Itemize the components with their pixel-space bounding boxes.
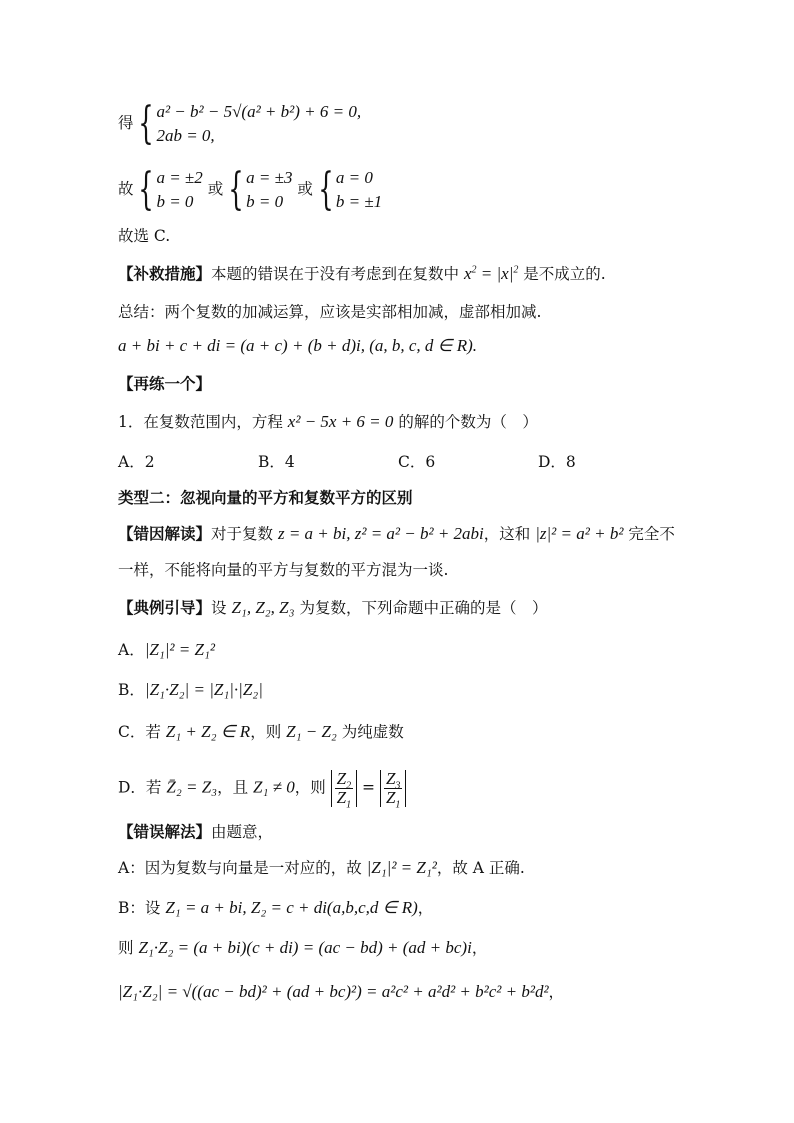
equation-system: [138, 100, 361, 148]
solution-3-a: a = 0: [335, 168, 373, 187]
fraction-abs-2: $\frac{Z_3}{Z_1}$: [380, 770, 406, 807]
choice-d-formula-2: Z₁ ≠ 0: [253, 777, 295, 797]
choice-c-mid: ，则: [250, 723, 287, 741]
answer-line: 故选 C.: [118, 227, 171, 245]
solution-2-b: b = 0: [246, 192, 284, 211]
analysis-b-formula: Z₁ = a + bi, Z₂ = c + di(a,b,c,d ∈ R): [165, 898, 418, 917]
solutions-line: [118, 166, 382, 214]
cause-equation: z = a + bi, z² = a² − b² + 2abi: [277, 524, 484, 543]
choice-c[interactable]: [118, 722, 404, 742]
brace-icon: {: [138, 98, 155, 149]
example-line: [118, 598, 548, 618]
product-text: 则: [118, 939, 139, 957]
analysis-modulus: [118, 982, 564, 1002]
choice-c-end: 为纯虚数: [336, 723, 404, 741]
question-text-a: 1．在复数范围内，方程: [118, 413, 288, 431]
text-gu: 故: [118, 180, 134, 198]
modulus-end: ，: [548, 983, 565, 1001]
solution-3-b: b = ±1: [335, 192, 383, 211]
choice-b[interactable]: [118, 680, 263, 700]
choice-d-mid-2: ，则: [294, 778, 331, 797]
practice-options: [118, 452, 678, 472]
solution-1-b: b = 0: [156, 192, 194, 211]
choice-c-formula-2: Z₁ − Z₂: [286, 722, 337, 741]
section-tag: 【错误解法】: [118, 822, 212, 841]
option-a[interactable]: A．2: [118, 453, 155, 471]
option-c[interactable]: C．6: [398, 453, 436, 471]
solution-set-3: [318, 166, 382, 214]
choice-d-label: D．若: [118, 778, 167, 797]
cause-text-c: 完全不: [623, 525, 675, 543]
section-tag: 【错因解读】: [118, 524, 212, 543]
choice-a-formula: |Z₁|² = Z₁²: [144, 640, 215, 659]
brace-icon: {: [228, 164, 244, 215]
practice-tag: 【再练一个】: [118, 374, 212, 393]
cause-text-a: 对于复数: [211, 525, 278, 543]
brace-icon: {: [318, 164, 334, 215]
analysis-product: [118, 938, 487, 958]
system-row-2: 2ab = 0,: [156, 126, 215, 145]
analysis-b: [118, 898, 433, 918]
error-cause-line: [118, 524, 675, 544]
practice-question: [118, 412, 538, 432]
section-heading: 类型二：忽视向量的平方和复数平方的区别: [118, 488, 413, 507]
example-vars: Z₁, Z₂, Z₃: [231, 598, 295, 617]
solution-set-1: [138, 166, 202, 214]
solution-2-a: a = ±3: [246, 168, 293, 187]
choice-b-label: B．: [118, 681, 145, 699]
choice-d-mid: ，且: [217, 778, 253, 797]
cause-text-b: ，这和: [483, 525, 536, 543]
section-tag: 【补救措施】: [118, 264, 212, 283]
wrong-solution-text: 由题意，: [211, 823, 274, 841]
brace-icon: {: [138, 164, 155, 215]
wrong-solution-line: [118, 822, 273, 842]
remedy-text-b: 是不成立的.: [518, 265, 606, 283]
analysis-a-formula: |Z₁|² = Z₁²: [366, 858, 437, 877]
option-d[interactable]: D．8: [538, 453, 576, 471]
solution-set-2: [228, 166, 292, 214]
summary-line: 总结：两个复数的加减运算，应该是实部相加减，虚部相加减.: [118, 303, 542, 321]
option-b[interactable]: B．4: [258, 453, 295, 471]
section-tag: 【典例引导】: [118, 598, 212, 617]
choice-c-label: C．若: [118, 723, 166, 741]
error-cause-cont: 一样，不能将向量的平方与复数的平方混为一谈.: [118, 561, 449, 579]
cause-equation-2: |z|² = a² + b²: [535, 524, 624, 543]
analysis-a-text: A：因为复数与向量是一对应的，故: [118, 859, 367, 877]
analysis-b-text: B：设: [118, 899, 166, 917]
modulus-formula: |Z₁·Z₂| = √((ac − bd)² + (ad + bc)²) = a²c² + a²d² + b²c² + b²d²: [118, 982, 549, 1001]
formula-x2-abs: $x^2 = |x|^2$: [463, 264, 519, 283]
system-row-1: a² − b² − 5√(a² + b²) + 6 = 0,: [156, 102, 362, 121]
choice-d-formula-1: Z̄₂ = Z₃: [166, 777, 218, 797]
product-end: ，: [471, 939, 488, 957]
question-text-b: 的解的个数为（ ）: [393, 413, 538, 431]
example-text-b: 为复数，下列命题中正确的是（ ）: [294, 599, 548, 617]
choice-a-label: A．: [118, 641, 145, 659]
solution-system-line: [118, 100, 361, 148]
analysis-a: [118, 858, 525, 878]
example-text-a: 设: [211, 599, 232, 617]
choice-c-formula-1: Z₁ + Z₂ ∈ R: [165, 722, 251, 741]
text-or: 或: [207, 180, 224, 198]
remedy-line: [118, 264, 606, 284]
analysis-b-end: ，: [417, 899, 434, 917]
remedy-text-a: 本题的错误在于没有考虑到在复数中: [211, 265, 464, 283]
solution-1-a: a = ±2: [156, 168, 203, 187]
product-formula: Z₁·Z₂ = (a + bi)(c + di) = (ac − bd) + (ad + bc)i: [138, 938, 472, 957]
addition-formula: a + bi + c + di = (a + c) + (b + d)i, (a, b, c, d ∈ R).: [118, 336, 478, 355]
fraction-abs-1: $\frac{Z_2}{Z_1}$: [331, 770, 357, 807]
choice-a[interactable]: [118, 640, 215, 660]
choice-b-formula: |Z₁·Z₂| = |Z₁|·|Z₂|: [144, 680, 263, 699]
text-or: 或: [297, 180, 313, 198]
question-equation: x² − 5x + 6 = 0: [287, 412, 394, 431]
choice-d[interactable]: D．若 Z̄₂ = Z₃，且 Z₁ ≠ 0，则 $\frac{Z_2}{Z_1}$ = $\frac{Z_3}{Z_1}$: [118, 770, 406, 807]
analysis-a-end: ，故 A 正确.: [436, 859, 525, 877]
text-de: 得: [118, 114, 134, 132]
